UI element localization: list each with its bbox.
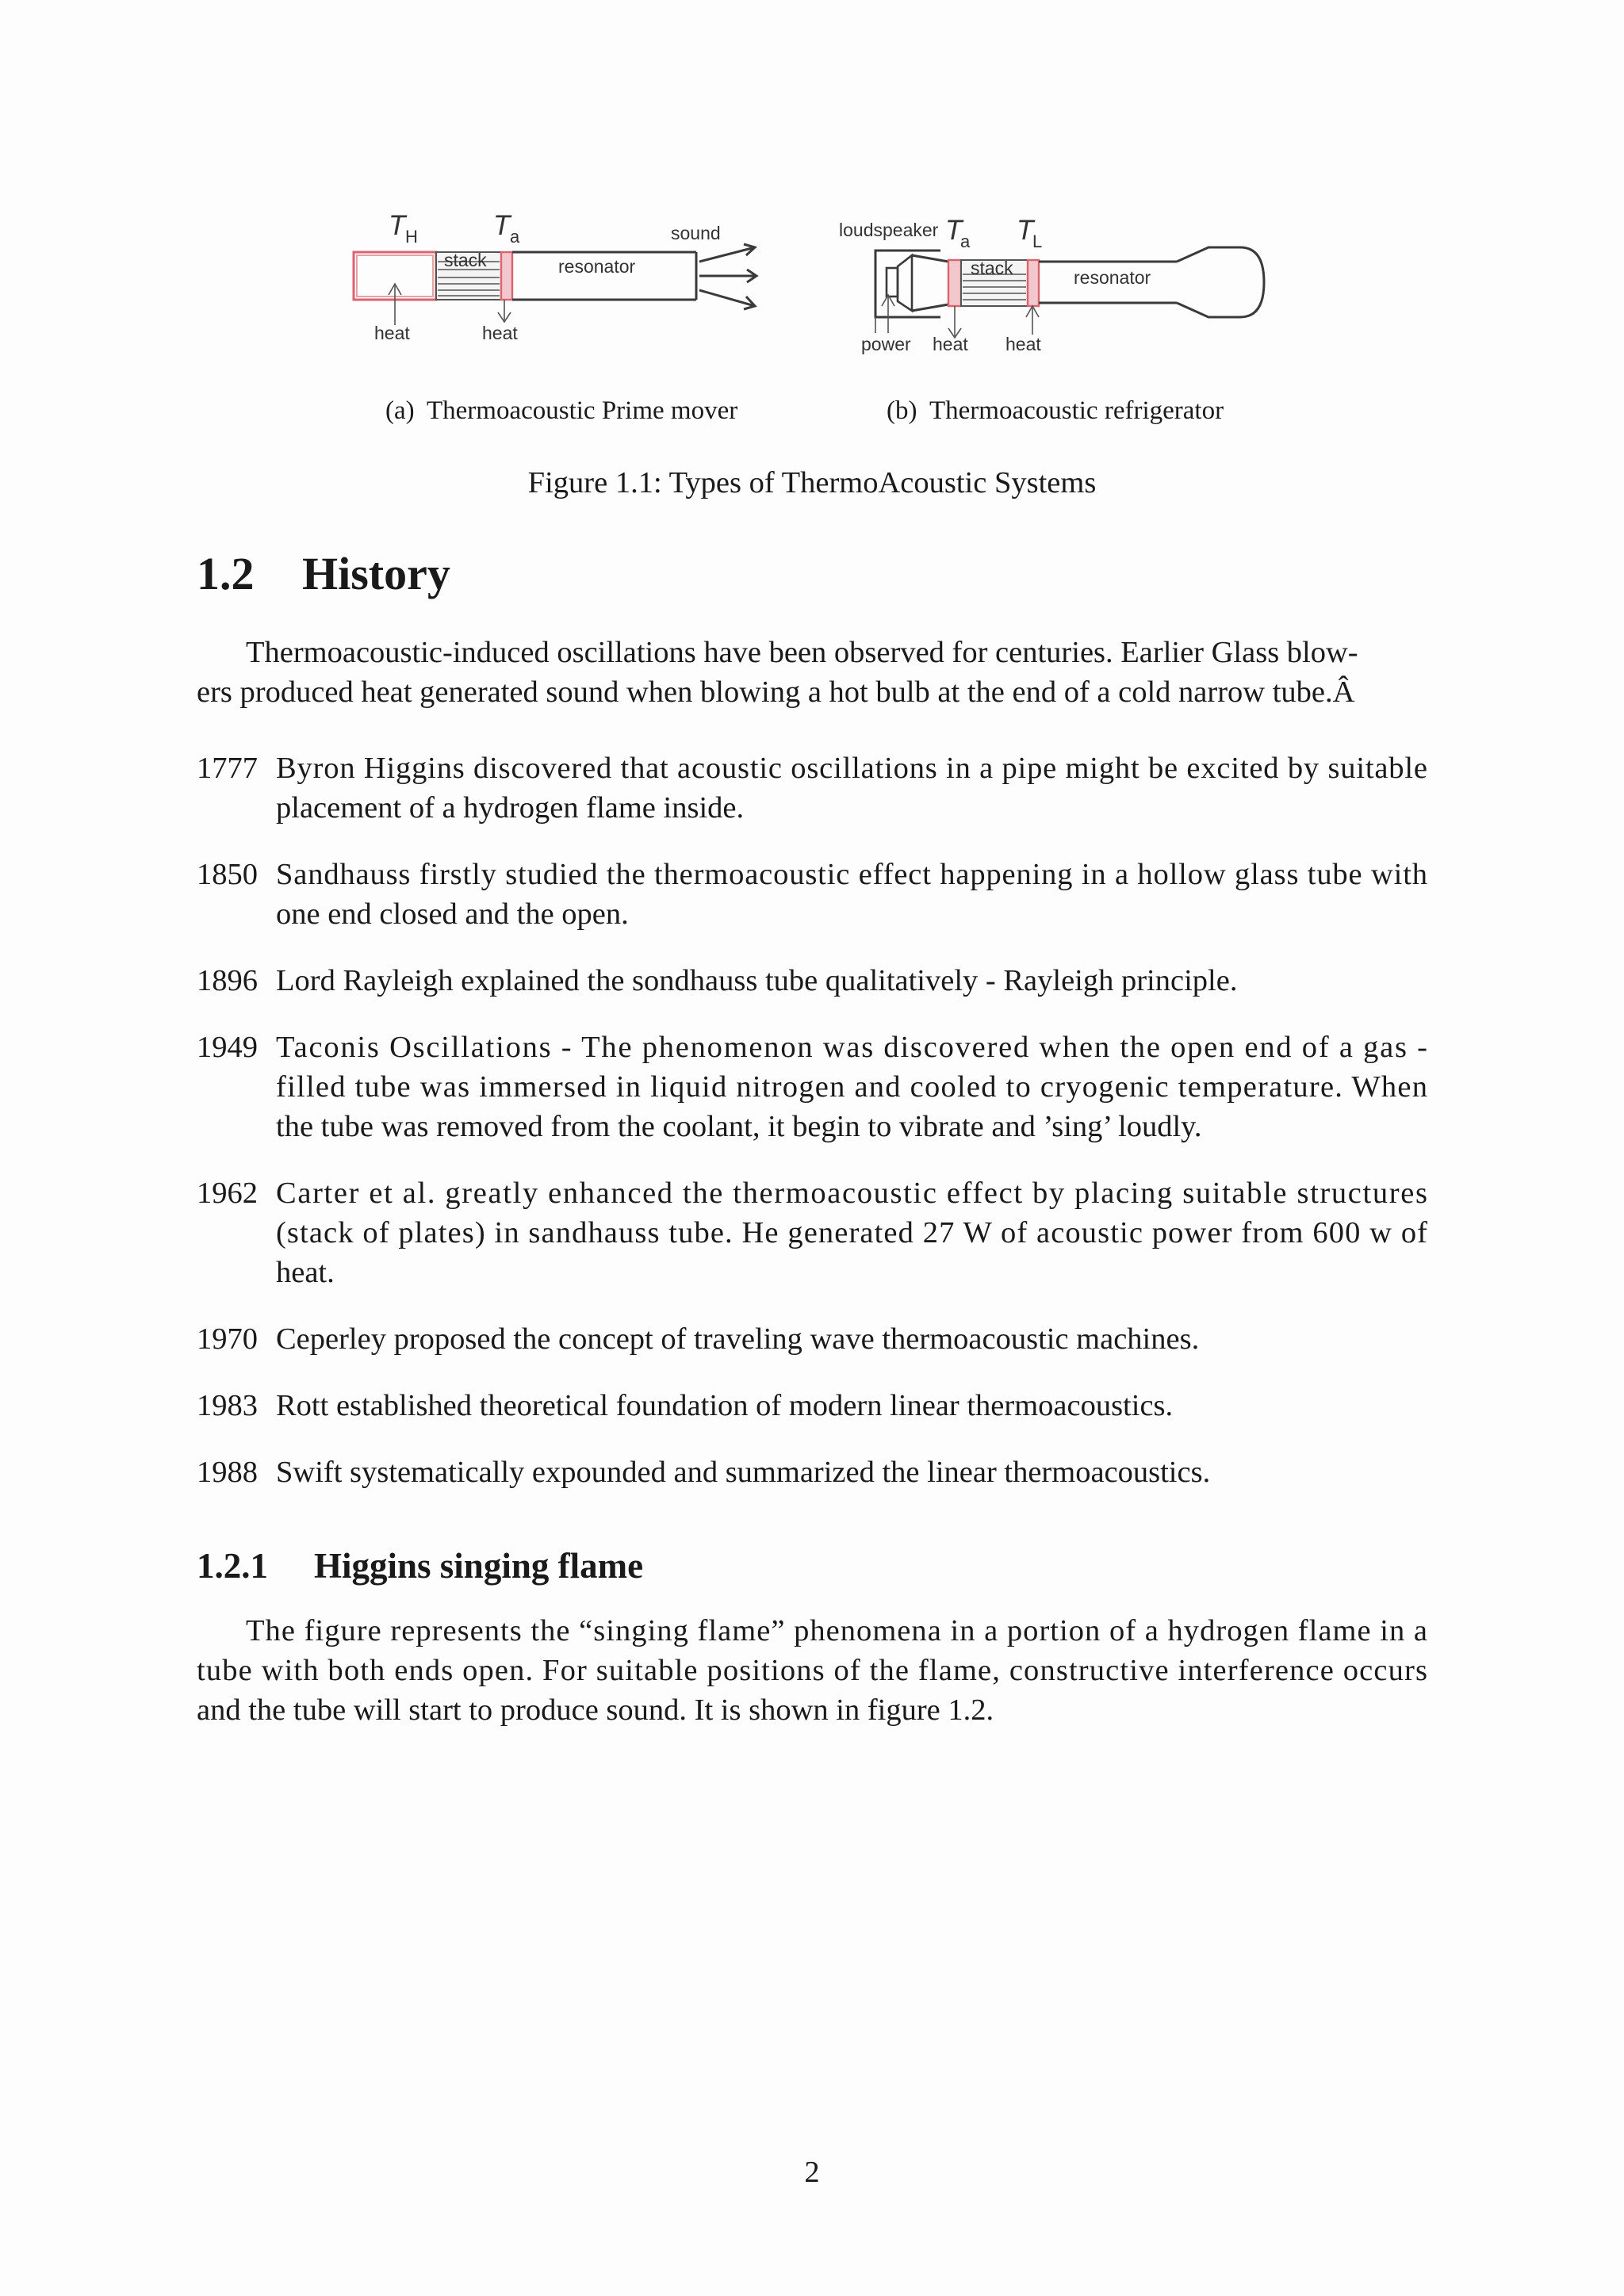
- timeline-text-line: filled tube was immersed in liquid nitrogen and cooled to cryogenic temperature. When: [276, 1070, 1427, 1104]
- timeline-item-1983: [197, 1389, 1173, 1422]
- subsection-paragraph: [197, 1614, 1427, 1727]
- timeline-item-1896: [197, 964, 1237, 997]
- refrigerator-power-label: power: [861, 334, 911, 354]
- paragraph-line: tube with both ends open. For suitable positions of the flame, constructive interference occurs: [197, 1654, 1427, 1687]
- timeline-text-line: Byron Higgins discovered that acoustic oscillations in a pipe might be excited by suitable: [276, 752, 1427, 785]
- refrigerator-loudspeaker-label: loudspeaker: [839, 220, 939, 240]
- section-number: 1.2: [197, 548, 255, 599]
- subfigure-a-caption: Thermoacoustic Prime mover: [427, 396, 738, 425]
- timeline-item-1949: [197, 1031, 1427, 1143]
- timeline-text-line: Taconis Oscillations - The phenomenon was discovered when the open end of a gas -: [276, 1031, 1427, 1064]
- refrigerator-resonator-label: resonator: [1074, 267, 1151, 288]
- subfigure-b-caption: Thermoacoustic refrigerator: [929, 396, 1224, 425]
- subsection-title: Higgins singing flame: [314, 1546, 644, 1586]
- refrigerator-tl-label: T: [1017, 215, 1034, 246]
- page-number: 2: [804, 2156, 820, 2189]
- sound-arrows: [699, 244, 756, 309]
- prime-mover-th-label: T: [389, 210, 406, 241]
- timeline-text-line: Rott established theoretical foundation of modern linear thermoacoustics.: [276, 1389, 1174, 1422]
- timeline-year: 1949: [197, 1031, 258, 1064]
- timeline-text-line: placement of a hydrogen flame inside.: [276, 791, 745, 825]
- refrigerator-heat-a-label: heat: [933, 334, 968, 354]
- timeline-item-1962: [197, 1177, 1427, 1289]
- prime-mover-diagram: [354, 210, 756, 343]
- timeline-text-line: Carter et al. greatly enhanced the thermoacoustic effect by placing suitable structures: [276, 1177, 1428, 1210]
- refrigerator-stack-label: stack: [971, 258, 1013, 278]
- timeline-year: 1777: [197, 752, 258, 785]
- paragraph-line: The figure represents the “singing flame” phenomena in a portion of a hydrogen flame in a: [246, 1614, 1427, 1647]
- timeline-text-line: one end closed and the open.: [276, 897, 629, 931]
- timeline-text-line: (stack of plates) in sandhauss tube. He generated 27 W of acoustic power from 600 w of: [276, 1216, 1427, 1249]
- refrigerator-diagram: [839, 215, 1264, 354]
- prime-mover-sound-label: sound: [671, 223, 721, 243]
- timeline-year: 1850: [197, 858, 258, 891]
- refrigerator-tl-subscript: L: [1032, 232, 1043, 251]
- timeline-year: 1970: [197, 1322, 258, 1356]
- timeline-year: 1962: [197, 1177, 258, 1210]
- timeline-text-line: Ceperley proposed the concept of traveling wave thermoacoustic machines.: [276, 1322, 1200, 1356]
- prime-mover-stack-label: stack: [444, 250, 487, 270]
- intro-line: Thermoacoustic-induced oscillations have been observed for centuries. Earlier Glass blow-: [246, 636, 1358, 669]
- timeline-item-1988: [197, 1456, 1210, 1489]
- subsection-number: 1.2.1: [197, 1546, 268, 1586]
- refrigerator-ta-label: T: [945, 215, 963, 246]
- timeline-text-line: Lord Rayleigh explained the sondhauss tube qualitatively - Rayleigh principle.: [276, 964, 1238, 997]
- subfigure-b-tag: (b): [887, 396, 917, 425]
- prime-mover-ta-subscript: a: [510, 227, 520, 247]
- prime-mover-heat-out-label: heat: [482, 323, 518, 343]
- timeline-text-line: heat.: [276, 1256, 335, 1289]
- timeline-item-1777: [197, 752, 1427, 825]
- timeline-year: 1988: [197, 1456, 258, 1489]
- timeline-item-1850: [197, 858, 1427, 931]
- timeline-text-line: the tube was removed from the coolant, it begin to vibrate and ’sing’ loudly.: [276, 1110, 1202, 1143]
- prime-mover-resonator-label: resonator: [558, 256, 636, 277]
- timeline-text-line: Sandhauss firstly studied the thermoacoustic effect happening in a hollow glass tube with: [276, 858, 1427, 891]
- timeline-text-line: Swift systematically expounded and summarized the linear thermoacoustics.: [276, 1456, 1211, 1489]
- figure-caption: Figure 1.1: Types of ThermoAcoustic Systems: [527, 466, 1097, 499]
- timeline-item-1970: [197, 1322, 1199, 1356]
- prime-mover-ta-label: T: [493, 210, 511, 241]
- paragraph-line: and the tube will start to produce sound. It is shown in figure 1.2.: [197, 1693, 994, 1727]
- timeline-year: 1896: [197, 964, 258, 997]
- intro-paragraph: [197, 636, 1358, 709]
- refrigerator-ta-subscript: a: [960, 232, 971, 251]
- subfigure-a-tag: (a): [385, 396, 415, 425]
- history-timeline: [197, 752, 1427, 1489]
- prime-mover-heat-in-label: heat: [374, 323, 410, 343]
- intro-line: ers produced heat generated sound when blowing a hot bulb at the end of a cold narrow tube.Â: [197, 675, 1355, 709]
- refrigerator-heat-b-label: heat: [1005, 334, 1041, 354]
- prime-mover-th-subscript: H: [405, 227, 418, 247]
- section-title: History: [302, 548, 450, 599]
- timeline-year: 1983: [197, 1389, 258, 1422]
